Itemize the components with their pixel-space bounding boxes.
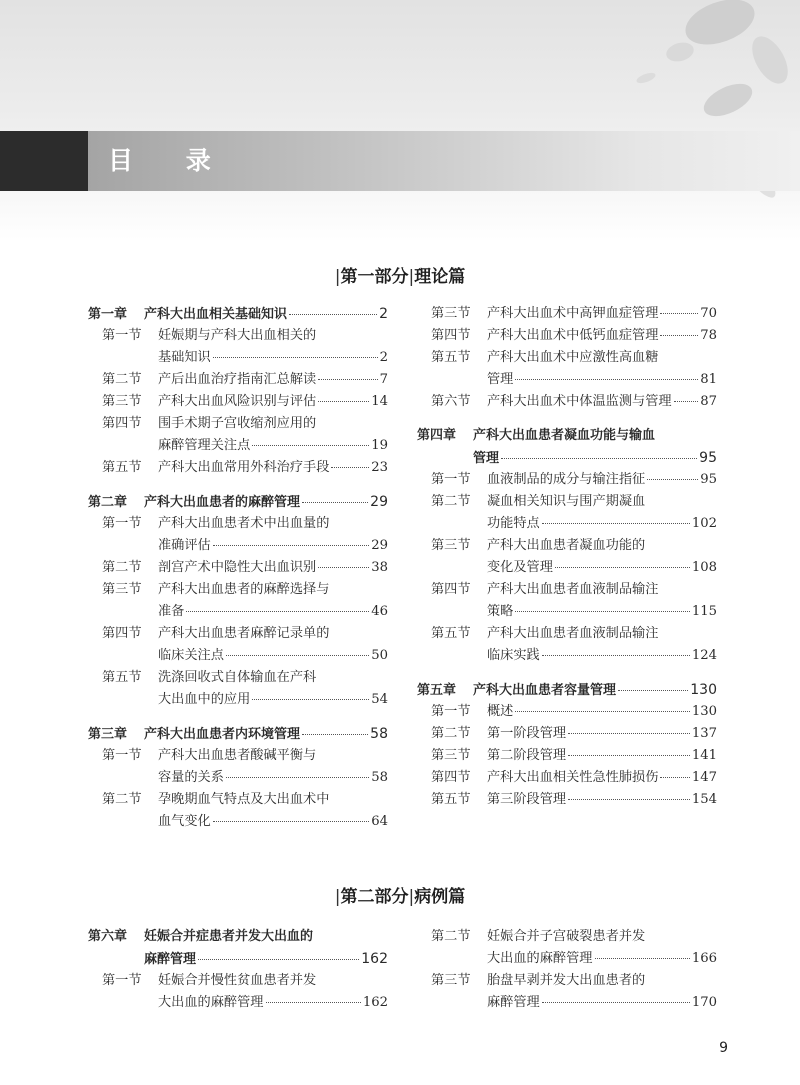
- toc-page-number: 124: [691, 648, 717, 663]
- toc-entry-number: 第三节: [431, 306, 471, 321]
- dot-leader: [226, 777, 369, 778]
- toc-entry-label: [158, 811, 211, 833]
- toc-entry-title: 临床实践: [487, 648, 540, 663]
- toc-entry-label: [158, 435, 250, 457]
- toc-section-entry[interactable]: [417, 789, 717, 811]
- toc-entry-title: 产科大出血患者酸碱平衡与: [158, 748, 317, 763]
- toc-page-number: 54: [371, 692, 388, 707]
- toc-entry-title: 产科大出血术中应激性高血糖: [487, 350, 659, 365]
- toc-page-number: 154: [691, 792, 717, 807]
- dot-leader: [555, 567, 690, 568]
- toc-entry-label: [431, 325, 658, 347]
- toc-entry-label: [102, 667, 316, 689]
- toc-entry-label: [144, 949, 196, 971]
- toc-section-entry[interactable]: [417, 767, 717, 789]
- toc-page-number: 130: [691, 704, 717, 719]
- dot-leader: [568, 799, 690, 800]
- toc-page-number: 29: [370, 494, 388, 510]
- dot-leader: [568, 733, 690, 734]
- toc-section-entry[interactable]: [417, 391, 717, 413]
- toc-entry-number: 第四节: [102, 626, 142, 641]
- toc-entry-label: [487, 369, 513, 391]
- dot-leader: [302, 502, 368, 503]
- toc-entry-title: 洗涤回收式自体输血在产科: [158, 670, 317, 685]
- toc-entry-label: [431, 391, 672, 413]
- toc-entry-continuation[interactable]: [417, 513, 717, 535]
- toc-entry-label: [102, 369, 316, 391]
- toc-section-entry[interactable]: [417, 491, 717, 513]
- toc-entry-label: [473, 448, 499, 470]
- toc-entry-number: 第三节: [431, 748, 471, 763]
- toc-entry-title: 产科大出血术中体温监测与管理: [487, 394, 672, 409]
- toc-entry-title: 产科大出血患者内环境管理: [144, 727, 301, 742]
- toc-entry-number: 第一节: [102, 973, 142, 988]
- toc-chapter-entry[interactable]: [417, 679, 717, 701]
- toc-entry-label: [158, 347, 211, 369]
- toc-entry-label: [431, 970, 645, 992]
- toc-page-number: 46: [371, 604, 388, 619]
- toc-spacer: [417, 413, 717, 425]
- toc-page-number: 58: [371, 770, 388, 785]
- toc-entry-title: 产科大出血患者容量管理: [473, 683, 617, 698]
- toc-entry-title: 产科大出血患者麻醉记录单的: [158, 626, 330, 641]
- toc-entry-continuation[interactable]: [417, 557, 717, 579]
- dot-leader: [226, 655, 369, 656]
- toc-entry-title: 妊娠合并慢性贫血患者并发: [158, 973, 317, 988]
- toc-chapter-continuation[interactable]: [417, 447, 717, 469]
- part-heading-2: |第二部分|病例篇: [334, 887, 466, 907]
- part-name: 病例篇: [414, 887, 466, 907]
- toc-page-number: 38: [371, 560, 388, 575]
- toc-entry-number: 第二节: [102, 372, 142, 387]
- toc-page-number: 162: [362, 995, 388, 1010]
- page-number: 9: [719, 1040, 728, 1056]
- toc-entry-title: 产科大出血术中低钙血症管理: [487, 328, 659, 343]
- part-label: 第二部分: [340, 887, 409, 907]
- dot-leader: [318, 401, 369, 402]
- toc-page-number: 95: [699, 450, 717, 466]
- toc-entry-label: [102, 457, 329, 479]
- dot-leader: [213, 545, 369, 546]
- toc-entry-title: 第二阶段管理: [487, 748, 567, 763]
- toc-entry-title: 剖宫产术中隐性大出血识别: [158, 560, 317, 575]
- dot-leader: [302, 734, 368, 735]
- toc-entry-title: 麻醉管理: [144, 952, 197, 967]
- toc-entry-number: 第二节: [102, 792, 142, 807]
- toc-entry-title: 产科大出血常用外科治疗手段: [158, 460, 330, 475]
- toc-page-number: 19: [371, 438, 388, 453]
- toc-entry-number: 第五节: [431, 350, 471, 365]
- toc-entry-label: [487, 992, 540, 1014]
- toc-entry-label: [88, 926, 313, 948]
- toc-entry-title: 容量的关系: [158, 770, 224, 785]
- toc-entry-number: 第四节: [431, 770, 471, 785]
- part-heading-1: |第一部分|理论篇: [334, 267, 466, 287]
- dot-leader: [618, 690, 688, 691]
- toc-section-entry[interactable]: [417, 469, 717, 491]
- toc-entry-title: 产科大出血术中高钾血症管理: [487, 306, 659, 321]
- toc-entry-number: 第三节: [102, 582, 142, 597]
- toc-entry-number: 第五章: [417, 683, 457, 698]
- toc-entry-continuation[interactable]: [417, 601, 717, 623]
- toc-entry-label: [487, 601, 513, 623]
- toc-column-part2-right: [417, 926, 717, 1014]
- toc-entry-title: 麻醉管理: [487, 995, 540, 1010]
- toc-entry-continuation[interactable]: [88, 535, 388, 557]
- toc-entry-label: [102, 623, 329, 645]
- toc-entry-continuation[interactable]: [88, 347, 388, 369]
- dot-leader: [515, 611, 689, 612]
- toc-entry-label: [102, 557, 316, 579]
- toc-entry-title: 第三阶段管理: [487, 792, 567, 807]
- toc-page-number: 2: [379, 306, 388, 322]
- toc-entry-number: 第二节: [102, 560, 142, 575]
- toc-entry-title: 管理: [473, 451, 500, 466]
- toc-entry-label: [431, 926, 645, 948]
- toc-entry-number: 第一章: [88, 307, 128, 322]
- toc-entry-continuation[interactable]: [417, 992, 717, 1014]
- toc-page-number: 95: [700, 472, 717, 487]
- toc-page-number: 130: [690, 682, 717, 698]
- toc-entry-label: [431, 701, 513, 723]
- toc-entry-label: [158, 689, 250, 711]
- toc-entry-number: 第一节: [431, 704, 471, 719]
- part-name: 理论篇: [414, 267, 466, 287]
- dot-leader: [647, 479, 698, 480]
- toc-entry-title: 产科大出血风险识别与评估: [158, 394, 317, 409]
- toc-chapter-entry[interactable]: [88, 926, 388, 948]
- toc-entry-label: [102, 513, 329, 535]
- toc-section-entry[interactable]: [88, 413, 388, 435]
- toc-section-entry[interactable]: [417, 970, 717, 992]
- toc-section-entry[interactable]: [88, 557, 388, 579]
- toc-entry-number: 第六章: [88, 929, 128, 944]
- toc-section-entry[interactable]: [417, 347, 717, 369]
- toc-section-entry[interactable]: [417, 723, 717, 745]
- toc-entry-label: [158, 767, 224, 789]
- toc-entry-title: 产科大出血患者的麻醉选择与: [158, 582, 330, 597]
- toc-entry-label: [158, 645, 224, 667]
- dot-leader: [515, 711, 689, 712]
- toc-section-entry[interactable]: [417, 701, 717, 723]
- toc-entry-label: [102, 745, 316, 767]
- toc-entry-title: 麻醉管理关注点: [158, 438, 251, 453]
- toc-entry-continuation[interactable]: [88, 645, 388, 667]
- toc-spacer: [417, 667, 717, 679]
- toc-entry-label: [431, 723, 566, 745]
- toc-entry-label: [88, 304, 287, 326]
- toc-entry-title: 基础知识: [158, 350, 211, 365]
- toc-page-number: 141: [691, 748, 717, 763]
- toc-entry-label: [102, 325, 316, 347]
- toc-spacer: [88, 711, 388, 723]
- toc-entry-number: 第二章: [88, 495, 128, 510]
- toc-entry-number: 第五节: [431, 792, 471, 807]
- toc-entry-title: 大出血中的应用: [158, 692, 251, 707]
- dot-leader: [660, 313, 698, 314]
- toc-entry-label: [88, 724, 300, 746]
- dot-leader: [515, 379, 698, 380]
- toc-entry-label: [158, 535, 211, 557]
- toc-entry-title: 功能特点: [487, 516, 540, 531]
- dot-leader: [674, 401, 699, 402]
- toc-entry-title: 产科大出血患者血液制品输注: [487, 626, 659, 641]
- toc-entry-continuation[interactable]: [88, 767, 388, 789]
- toc-entry-title: 产科大出血患者凝血功能的: [487, 538, 646, 553]
- toc-section-entry[interactable]: [88, 513, 388, 535]
- toc-entry-label: [487, 948, 593, 970]
- toc-page-number: 70: [700, 306, 717, 321]
- toc-section-entry[interactable]: [417, 535, 717, 557]
- toc-entry-number: 第五节: [431, 626, 471, 641]
- toc-entry-label: [158, 601, 184, 623]
- decorative-petals: [0, 0, 800, 240]
- toc-spacer: [88, 479, 388, 491]
- toc-entry-title: 孕晚期血气特点及大出血术中: [158, 792, 330, 807]
- toc-page-number: 108: [691, 560, 717, 575]
- toc-entry-label: [102, 789, 329, 811]
- toc-entry-number: 第四节: [431, 582, 471, 597]
- dot-leader: [331, 467, 369, 468]
- toc-entry-title: 概述: [487, 704, 514, 719]
- toc-entry-label: [431, 745, 566, 767]
- toc-entry-label: [431, 623, 658, 645]
- toc-entry-label: [102, 579, 329, 601]
- toc-entry-label: [431, 347, 658, 369]
- toc-entry-label: [102, 413, 316, 435]
- toc-entry-label: [431, 469, 645, 491]
- toc-entry-label: [431, 535, 645, 557]
- toc-page-number: 50: [371, 648, 388, 663]
- toc-entry-title: 策略: [487, 604, 514, 619]
- toc-entry-title: 凝血相关知识与围产期凝血: [487, 494, 646, 509]
- toc-section-entry[interactable]: [417, 623, 717, 645]
- toc-page-number: 162: [361, 951, 388, 967]
- toc-entry-label: [417, 425, 655, 447]
- toc-entry-continuation[interactable]: [417, 369, 717, 391]
- toc-page-number: 137: [691, 726, 717, 741]
- dot-leader: [542, 1002, 690, 1003]
- toc-entry-label: [431, 491, 645, 513]
- toc-chapter-entry[interactable]: [88, 303, 388, 325]
- toc-entry-number: 第四章: [417, 428, 457, 443]
- toc-entry-title: 准备: [158, 604, 185, 619]
- toc-chapter-continuation[interactable]: [88, 948, 388, 970]
- toc-section-entry[interactable]: [88, 457, 388, 479]
- toc-entry-title: 产科大出血相关基础知识: [144, 307, 288, 322]
- toc-entry-title: 产科大出血相关性急性肺损伤: [487, 770, 659, 785]
- dot-leader: [595, 958, 690, 959]
- toc-entry-title: 妊娠合并症患者并发大出血的: [144, 929, 314, 944]
- dot-leader: [213, 821, 369, 822]
- toc-entry-label: [431, 767, 658, 789]
- dot-leader: [318, 567, 369, 568]
- toc-entry-label: [102, 970, 316, 992]
- toc-page-number: 166: [691, 951, 717, 966]
- toc-column-part1-left: [88, 303, 388, 833]
- toc-section-entry[interactable]: [417, 303, 717, 325]
- toc-entry-number: 第三节: [431, 538, 471, 553]
- toc-entry-title: 第一阶段管理: [487, 726, 567, 741]
- toc-page-number: 2: [379, 350, 388, 365]
- toc-entry-continuation[interactable]: [417, 948, 717, 970]
- toc-section-entry[interactable]: [417, 745, 717, 767]
- toc-entry-continuation[interactable]: [88, 601, 388, 623]
- toc-section-entry[interactable]: [88, 970, 388, 992]
- toc-entry-number: 第二节: [431, 494, 471, 509]
- toc-section-entry[interactable]: [88, 369, 388, 391]
- dot-leader: [568, 755, 690, 756]
- toc-chapter-entry[interactable]: [88, 491, 388, 513]
- toc-entry-title: 妊娠合并子宫破裂患者并发: [487, 929, 646, 944]
- toc-entry-title: 围手术期子宫收缩剂应用的: [158, 416, 317, 431]
- toc-entry-label: [487, 513, 540, 535]
- toc-entry-title: 产后出血治疗指南汇总解读: [158, 372, 317, 387]
- toc-entry-number: 第一节: [431, 472, 471, 487]
- toc-page-number: 64: [371, 814, 388, 829]
- toc-entry-label: [102, 391, 316, 413]
- toc-entry-label: [417, 680, 616, 702]
- toc-entry-number: 第六节: [431, 394, 471, 409]
- toc-entry-title: 妊娠期与产科大出血相关的: [158, 328, 317, 343]
- toc-entry-number: 第二节: [431, 726, 471, 741]
- toc-entry-number: 第一节: [102, 748, 142, 763]
- dot-leader: [252, 445, 369, 446]
- toc-page-number: 78: [700, 328, 717, 343]
- toc-entry-number: 第一节: [102, 328, 142, 343]
- toc-entry-title: 变化及管理: [487, 560, 553, 575]
- toc-entry-number: 第五节: [102, 670, 142, 685]
- toc-entry-number: 第一节: [102, 516, 142, 531]
- dot-leader: [252, 699, 369, 700]
- toc-entry-number: 第五节: [102, 460, 142, 475]
- toc-entry-number: 第四节: [102, 416, 142, 431]
- toc-chapter-entry[interactable]: [417, 425, 717, 447]
- toc-entry-number: 第三节: [431, 973, 471, 988]
- toc-entry-title: 临床关注点: [158, 648, 224, 663]
- toc-entry-continuation[interactable]: [88, 992, 388, 1014]
- toc-entry-continuation[interactable]: [88, 811, 388, 833]
- toc-section-entry[interactable]: [417, 579, 717, 601]
- toc-entry-label: [487, 645, 540, 667]
- toc-section-entry[interactable]: [88, 579, 388, 601]
- toc-page-number: 81: [700, 372, 717, 387]
- toc-entry-title: 血气变化: [158, 814, 211, 829]
- part-label: 第一部分: [340, 267, 409, 287]
- toc-section-entry[interactable]: [88, 667, 388, 689]
- toc-entry-title: 大出血的麻醉管理: [158, 995, 264, 1010]
- toc-entry-title: 产科大出血患者术中出血量的: [158, 516, 330, 531]
- dot-leader: [266, 1002, 361, 1003]
- toc-entry-number: 第二节: [431, 929, 471, 944]
- toc-entry-label: [158, 992, 264, 1014]
- page-title: 目 录: [108, 146, 233, 175]
- toc-page-number: 87: [700, 394, 717, 409]
- dot-leader: [542, 523, 690, 524]
- toc-section-entry[interactable]: [88, 623, 388, 645]
- toc-entry-title: 血液制品的成分与输注指征: [487, 472, 646, 487]
- toc-page-number: 115: [691, 604, 717, 619]
- dot-leader: [186, 611, 369, 612]
- toc-entry-continuation[interactable]: [417, 645, 717, 667]
- toc-entry-label: [487, 557, 553, 579]
- toc-entry-label: [88, 492, 300, 514]
- toc-page-number: 58: [370, 726, 388, 742]
- toc-section-entry[interactable]: [88, 391, 388, 413]
- toc-page-number: 7: [379, 372, 388, 387]
- dot-leader: [501, 458, 697, 459]
- dot-leader: [289, 314, 377, 315]
- toc-entry-label: [431, 789, 566, 811]
- toc-page-number: 102: [691, 516, 717, 531]
- toc-chapter-entry[interactable]: [88, 723, 388, 745]
- toc-entry-title: 产科大出血患者血液制品输注: [487, 582, 659, 597]
- dot-leader: [198, 959, 359, 960]
- toc-entry-title: 产科大出血患者的麻醉管理: [144, 495, 301, 510]
- toc-column-part2-left: [88, 926, 388, 1014]
- toc-page-number: 23: [371, 460, 388, 475]
- toc-entry-title: 准确评估: [158, 538, 211, 553]
- toc-page-number: 14: [371, 394, 388, 409]
- dot-leader: [318, 379, 377, 380]
- toc-page-number: 170: [691, 995, 717, 1010]
- toc-section-entry[interactable]: [88, 325, 388, 347]
- toc-entry-title: 产科大出血患者凝血功能与输血: [473, 428, 656, 443]
- toc-entry-title: 胎盘早剥并发大出血患者的: [487, 973, 646, 988]
- dot-leader: [542, 655, 690, 656]
- toc-section-entry[interactable]: [417, 926, 717, 948]
- toc-section-entry[interactable]: [417, 325, 717, 347]
- toc-entry-label: [431, 303, 658, 325]
- toc-entry-number: 第四节: [431, 328, 471, 343]
- toc-entry-label: [431, 579, 658, 601]
- toc-page-number: 29: [371, 538, 388, 553]
- toc-section-entry[interactable]: [88, 745, 388, 767]
- dot-leader: [213, 357, 378, 358]
- toc-entry-number: 第三章: [88, 727, 128, 742]
- dot-leader: [660, 777, 689, 778]
- toc-page-number: 147: [691, 770, 717, 785]
- toc-entry-continuation[interactable]: [88, 689, 388, 711]
- title-band-accent: [0, 131, 88, 191]
- toc-section-entry[interactable]: [88, 789, 388, 811]
- toc-entry-title: 管理: [487, 372, 514, 387]
- toc-entry-number: 第三节: [102, 394, 142, 409]
- toc-column-part1-right: [417, 303, 717, 811]
- toc-entry-title: 大出血的麻醉管理: [487, 951, 593, 966]
- dot-leader: [660, 335, 698, 336]
- toc-entry-continuation[interactable]: [88, 435, 388, 457]
